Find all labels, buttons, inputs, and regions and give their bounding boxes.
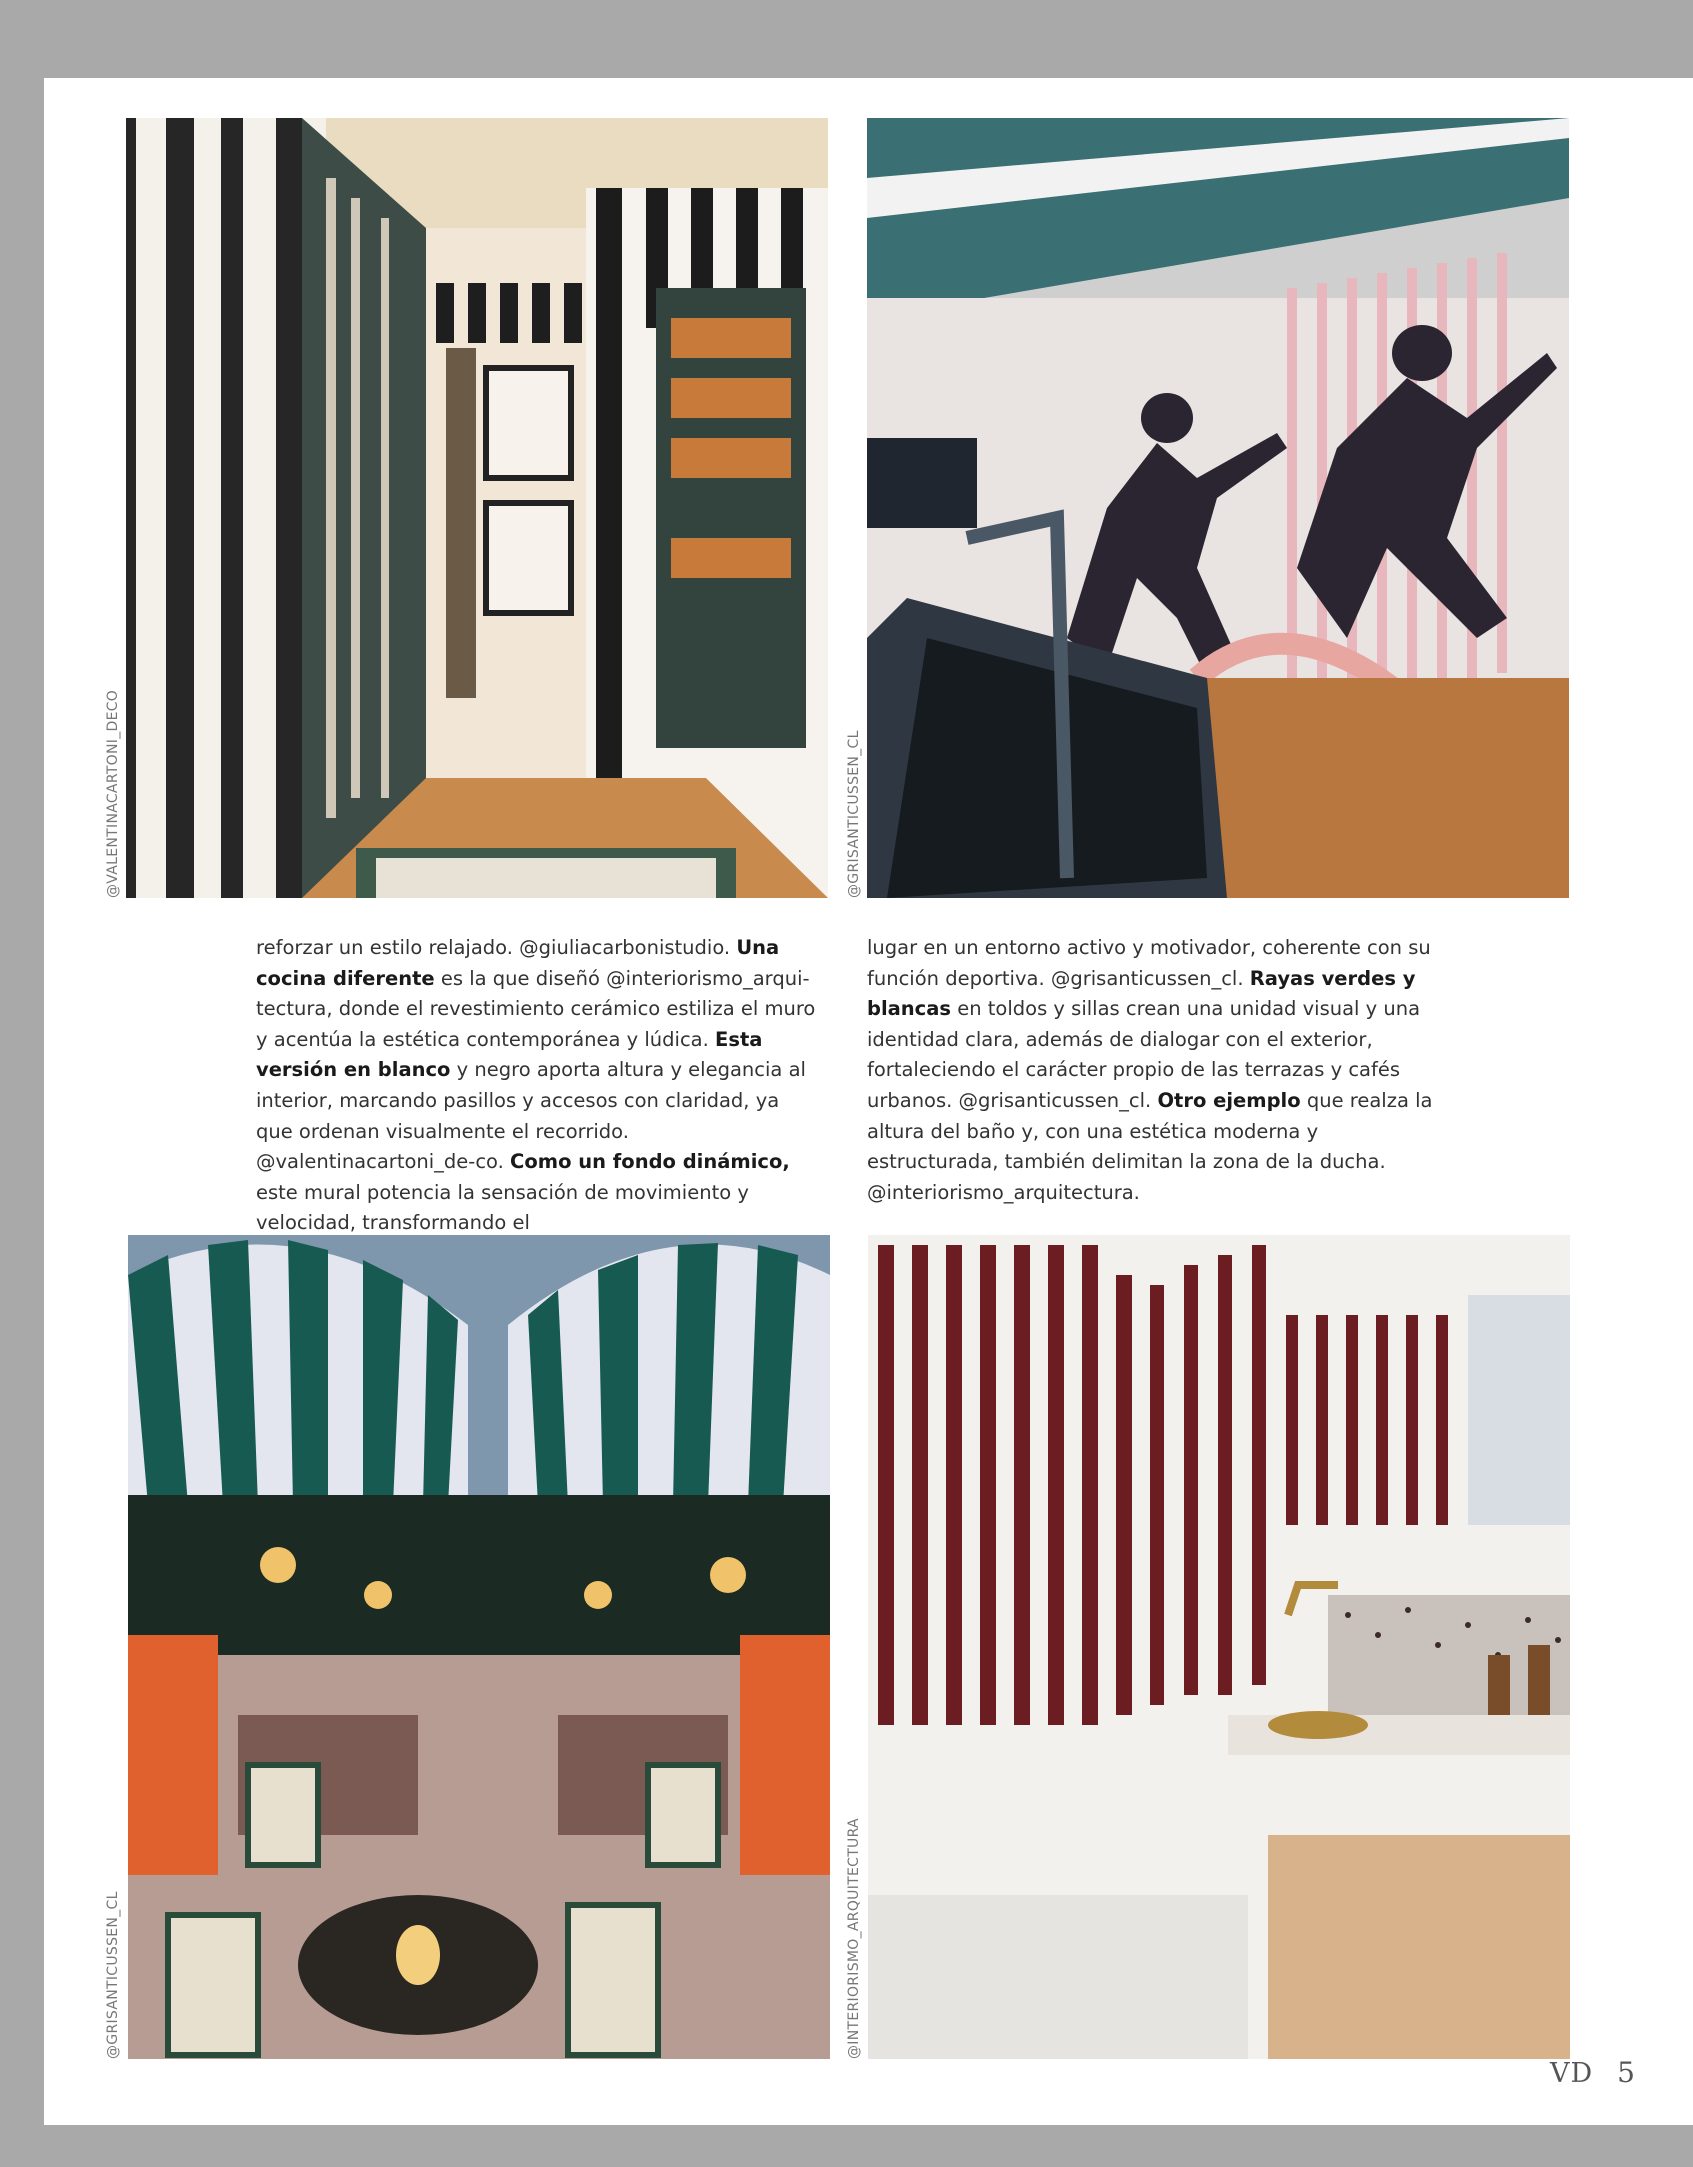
gym-mural-photo xyxy=(867,118,1569,898)
bathroom-tiles-photo xyxy=(868,1235,1570,2059)
striped-hallway-photo xyxy=(126,118,828,898)
text-run-bold: Otro ejemplo xyxy=(1157,1088,1301,1112)
text-run: en toldos y sillas crean una unidad visual y una identidad clara, además de dialogar con el exterior, fortaleciendo el carácter propio de las terrazas y cafés urbanos. @grisanticussen_cl. xyxy=(867,997,1421,1112)
photo-credit: @VALENTINACARTONI_DECO xyxy=(105,689,121,898)
magazine-logo: VD xyxy=(1550,2058,1594,2089)
text-run: este mural potencia la sensación de movimiento y velocidad, transformando el xyxy=(256,1180,749,1235)
text-run-bold: Esta versión en blanco xyxy=(256,1027,763,1082)
photo-credit: @INTERIORISMO_ARQUITECTURA xyxy=(846,1818,862,2059)
page-folio xyxy=(1550,2056,1635,2089)
text-run-bold: Rayas verdes y blancas xyxy=(867,966,1416,1021)
paragraph xyxy=(867,933,1433,1208)
photo-credit: @GRISANTICUSSEN_CL xyxy=(105,1891,121,2059)
paragraph xyxy=(256,933,822,1239)
photo-credit: @GRISANTICUSSEN_CL xyxy=(846,730,862,898)
terrace-awnings-photo xyxy=(128,1235,830,2059)
text-run: que realza la altura del baño y, con una estética moderna y estructurada, también delimitan la zona de la ducha. @interiorismo_arquitectura. xyxy=(867,1088,1433,1204)
page-number: 5 xyxy=(1617,2056,1635,2089)
text-run: reforzar un estilo relajado. @giuliacarbonistudio. xyxy=(256,936,737,959)
text-run: y negro aporta altura y elegancia al interior, marcando pasillos y accesos con claridad, ya que ordenan visualmente el recorrido. @valentinacartoni_de-co. xyxy=(256,1058,806,1174)
body-column-left xyxy=(256,933,822,1239)
text-run-bold: Como un fondo dinámico, xyxy=(510,1150,790,1174)
text-run: lugar en un entorno activo y motivador, coherente con su función deportiva. @grisanticussen_cl. xyxy=(867,936,1431,990)
magazine-page xyxy=(44,78,1693,2125)
body-column-right xyxy=(867,933,1433,1208)
text-run-bold: Una cocina diferente xyxy=(256,936,780,990)
text-run: es la que diseñó @interiorismo_arqui-tectura, donde el revestimiento cerámico estiliza el muro y acentúa la estética contemporánea y lúdica. xyxy=(256,966,816,1051)
